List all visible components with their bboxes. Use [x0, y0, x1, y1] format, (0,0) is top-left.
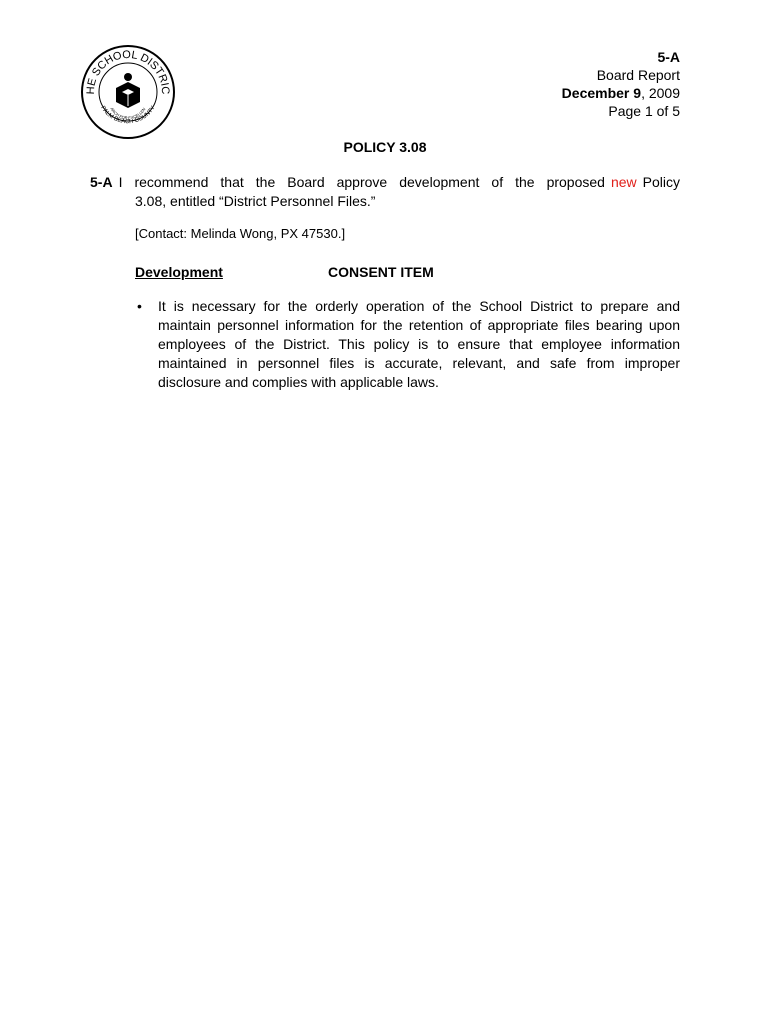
recommendation-item-code: 5-A: [90, 174, 113, 190]
contact-info: [Contact: Melinda Wong, PX 47530.]: [135, 226, 346, 241]
recommendation-text: [113, 173, 680, 192]
report-date-bold: December 9: [561, 85, 642, 101]
section-status: CONSENT ITEM: [328, 264, 434, 280]
recommendation-line-2: 3.08, entitled “District Personnel Files.”: [135, 193, 376, 209]
bullet-list: [135, 297, 680, 392]
bullet-item: [135, 297, 680, 392]
seal-graphic: [80, 44, 176, 140]
page-number: Page 1 of 5: [608, 103, 680, 119]
svg-text:THE SCHOOL DISTRICT: HE SCHOOL DISTRIC: [84, 48, 172, 95]
policy-title: POLICY 3.08: [343, 139, 427, 155]
svg-text:SEARCH FOR EXCELLENCE: ARCH FOR EXCELLEN: [109, 106, 147, 121]
recommendation-new-word: new: [610, 174, 637, 190]
report-date: [562, 84, 680, 102]
report-header: [562, 48, 680, 120]
bullet-icon: •: [137, 298, 142, 314]
recommendation-text-after: Policy: [642, 174, 680, 190]
recommendation-line-1: [90, 173, 680, 192]
report-date-year: , 2009: [641, 85, 680, 101]
recommendation: [90, 173, 680, 211]
school-district-seal: [80, 44, 176, 140]
recommendation-text-before: I recommend that the Board approve development of the proposed: [118, 174, 605, 190]
report-type: Board Report: [596, 67, 680, 83]
bullet-text: It is necessary for the orderly operation of the School District to prepare and maintain personnel information for the retention of appropriate files bearing upon employees of the District. This policy is to ensure that employee information maintained in personnel files is accurate, relevant, and safe from improper disclosure and complies with applicable laws.: [158, 298, 680, 390]
svg-text:PALM BEACH COUNTY: PALM BEACH COUNTY: [99, 105, 157, 126]
item-code: 5-A: [657, 49, 680, 65]
section-label: Development: [135, 264, 223, 280]
